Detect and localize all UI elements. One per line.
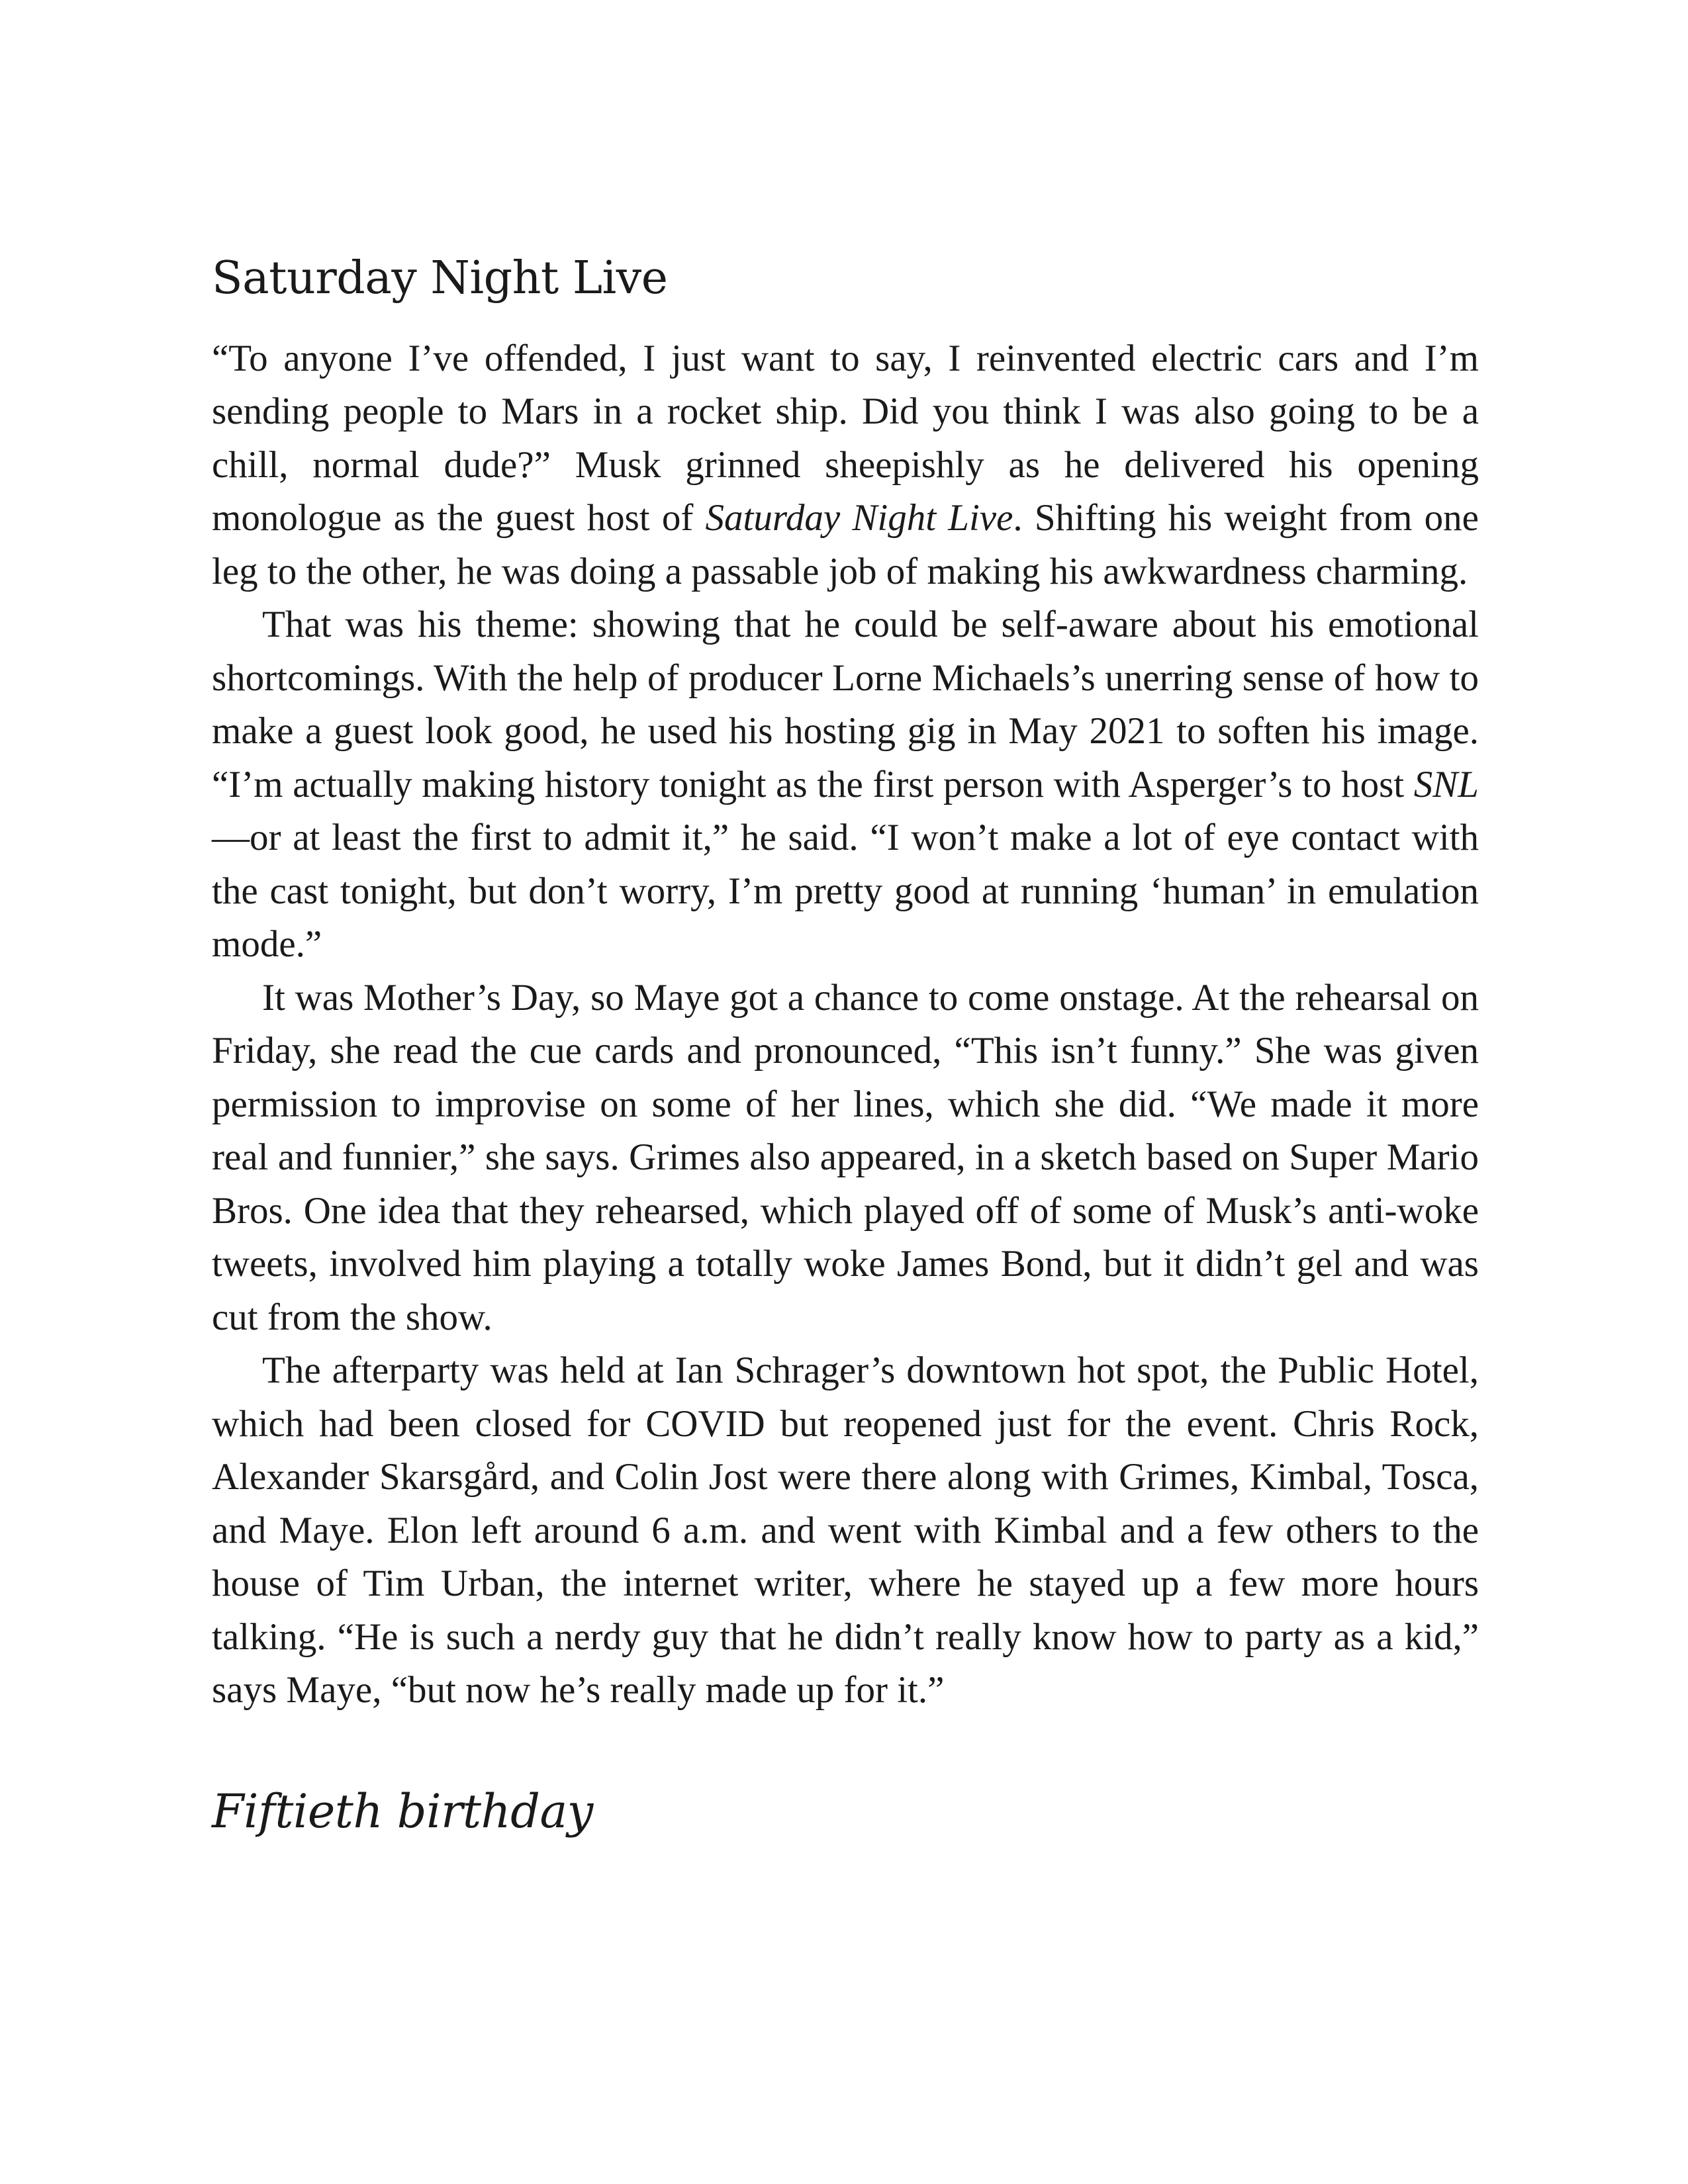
- paragraph-2-text-before: That was his theme: showing that he could be self-aware about his emotional shortcomings. With the help of producer Lorne Michaels’s unerring sense of how to make a guest look good, he used his hosting gig in May 2021 to soften his image. “I’m actually making history tonight as the first person with Asperger’s to host: [212, 604, 1479, 805]
- paragraph-2: [212, 598, 1479, 972]
- paragraph-4: The afterparty was held at Ian Schrager’s downtown hot spot, the Public Hotel, which had been closed for COVID but reopened just for the event. Chris Rock, Alexander Skarsgård, and Colin Jost were there along with Grimes, Kimbal, Tosca, and Maye. Elon left around 6 a.m. and went with Kimbal and a few others to the house of Tim Urban, the internet writer, where he stayed up a few more hours talking. “He is such a nerdy guy that he didn’t really know how to party as a kid,” says Maye, “but now he’s really made up for it.”: [212, 1349, 1479, 1711]
- paragraph-2-text-after: —or at least the first to admit it,” he said. “I won’t make a lot of eye contact with the cast tonight, but don’t worry, I’m pretty good at running ‘human’ in emulation mode.”: [212, 817, 1479, 966]
- paragraph-3: It was Mother’s Day, so Maye got a chance to come onstage. At the rehearsal on Friday, she read the cue cards and pronounced, “This isn’t funny.” She was given permission to improvise on some of her lines, which she did. “We made it more real and funnier,” she says. Grimes also appeared, in a sketch based on Super Mario Bros. One idea that they rehearsed, which played off of some of Musk’s anti-woke tweets, involved him playing a totally woke James Bond, but it didn’t gel and was cut from the show.: [212, 976, 1479, 1338]
- next-section-heading: Fiftieth birthday: [212, 1784, 593, 1839]
- section-heading: Saturday Night Live: [212, 252, 668, 304]
- paragraph-1: [212, 332, 1479, 599]
- snl-italic: SNL: [1413, 763, 1479, 805]
- paragraph-1-text-after: . Shifting his weight from one leg to the other, he was doing a passable job of making his awkwardness charming.: [212, 497, 1479, 592]
- paragraph-1-text-before: “To anyone I’ve offended, I just want to say, I reinvented electric cars and I’m sending people to Mars in a rocket ship. Did you think I was also going to be a chill, normal dude?” Musk grinned sheepishly as he delivered his opening monologue as the guest host of: [212, 337, 1479, 539]
- book-page: [212, 251, 1479, 1839]
- show-title-italic: Saturday Night Live: [705, 497, 1013, 539]
